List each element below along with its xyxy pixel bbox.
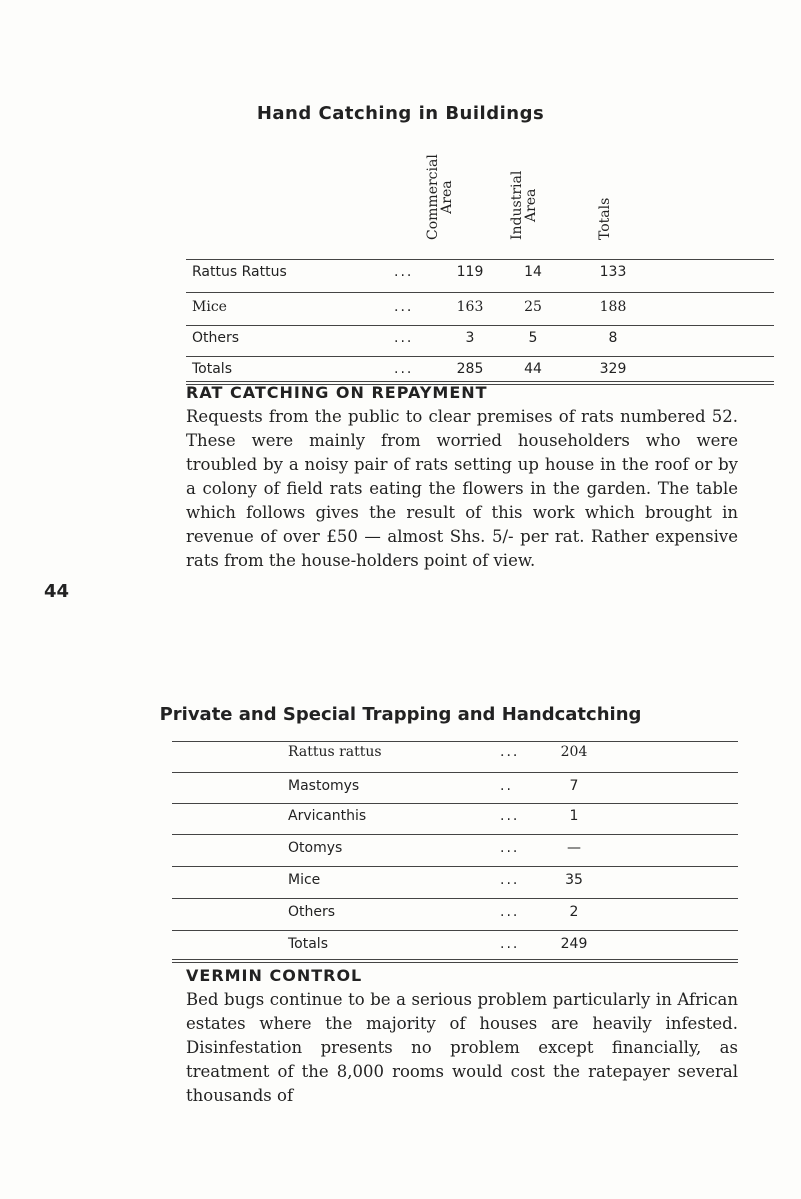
section-heading-rat-catching: RAT CATCHING ON REPAYMENT <box>186 383 488 402</box>
row-leader: ... <box>500 840 520 856</box>
table2-rule <box>172 772 738 773</box>
table1-title: Hand Catching in Buildings <box>256 103 545 124</box>
row-label: Rattus Rattus <box>192 264 287 280</box>
table-row <box>0 361 801 381</box>
table2-rule <box>172 741 738 742</box>
row-label: Others <box>192 330 240 346</box>
row-label: Mice <box>192 299 227 315</box>
table-row <box>0 299 801 319</box>
row-leader: .. <box>500 778 513 794</box>
col-header-industrial <box>507 148 541 240</box>
cell-industrial: 25 <box>524 299 542 315</box>
table-row <box>0 840 801 860</box>
cell-industrial: 44 <box>524 361 542 377</box>
cell-commercial: 285 <box>456 361 484 377</box>
table2-double-rule-top <box>172 959 738 960</box>
page-number: 44 <box>44 581 70 602</box>
row-value: 204 <box>560 744 588 760</box>
cell-commercial: 3 <box>465 330 475 346</box>
table2-rule <box>172 834 738 835</box>
table-row <box>0 872 801 892</box>
table2-rule <box>172 930 738 931</box>
table-row <box>0 330 801 350</box>
table1-rule <box>186 292 774 293</box>
table2-rule <box>172 866 738 867</box>
table1-rule <box>186 356 774 357</box>
row-leader: ... <box>394 264 414 280</box>
table2-rule <box>172 898 738 899</box>
col-header-commercial-label: Commercial Area <box>425 154 455 240</box>
table2-double-rule-bottom <box>172 962 738 963</box>
cell-total: 133 <box>599 264 627 280</box>
table-row <box>0 264 801 284</box>
cell-total: 188 <box>599 299 627 315</box>
table1-double-rule-top <box>186 381 774 382</box>
table2-rule <box>172 803 738 804</box>
section-heading-vermin-control: VERMIN CONTROL <box>186 966 363 985</box>
col-header-industrial-label: Industrial Area <box>509 170 539 240</box>
row-label: Rattus rattus <box>288 744 382 760</box>
cell-industrial: 5 <box>528 330 538 346</box>
row-leader: ... <box>394 299 414 315</box>
row-value: 249 <box>560 936 588 952</box>
table1-rule <box>186 259 774 260</box>
row-value: 2 <box>569 904 579 920</box>
col-header-commercial <box>423 148 457 240</box>
table-row <box>0 808 801 828</box>
table1-rule <box>186 325 774 326</box>
row-label: Otomys <box>288 840 343 856</box>
col-header-totals <box>588 148 622 240</box>
row-leader: ... <box>500 904 520 920</box>
cell-commercial: 163 <box>456 299 484 315</box>
row-leader: ... <box>500 936 520 952</box>
row-label: Totals <box>288 936 328 952</box>
row-value: 7 <box>569 778 579 794</box>
row-leader: ... <box>500 872 520 888</box>
row-label: Mice <box>288 872 321 888</box>
row-leader: ... <box>500 808 520 824</box>
table-row <box>0 904 801 924</box>
col-header-totals-label: Totals <box>597 197 613 240</box>
table-row <box>0 936 801 956</box>
table-row <box>0 744 801 764</box>
cell-commercial: 119 <box>456 264 484 280</box>
cell-industrial: 14 <box>524 264 542 280</box>
row-label: Others <box>288 904 336 920</box>
table2-title: Private and Special Trapping and Handcatching <box>159 704 642 725</box>
paragraph-vermin-control: Bed bugs continue to be a serious problem particularly in African estates where the majority of houses are heavily infested. Disinfestation presents no problem except financially, as treatment of the 8,000 rooms would cost the ratepayer several thousands of <box>186 990 738 1105</box>
row-value: 35 <box>565 872 583 888</box>
paragraph-rat-catching: Requests from the public to clear premises of rats numbered 52. These were mainly from worried householders who were troubled by a noisy pair of rats setting up house in the roof or by a colony of field rats eating the flowers in the garden. The table which follows gives the result of this work which brought in revenue of over £50 — almost Shs. 5/- per rat. Rather expensive rats from the house-holders point of view. <box>186 407 738 570</box>
table-row <box>0 778 801 798</box>
row-label: Mastomys <box>288 778 360 794</box>
row-leader: ... <box>500 744 520 760</box>
row-leader: ... <box>394 330 414 346</box>
row-leader: ... <box>394 361 414 377</box>
row-label: Totals <box>192 361 232 377</box>
row-value: 1 <box>569 808 579 824</box>
row-value: — <box>567 840 581 856</box>
cell-total: 8 <box>608 330 618 346</box>
cell-total: 329 <box>599 361 627 377</box>
row-label: Arvicanthis <box>288 808 367 824</box>
